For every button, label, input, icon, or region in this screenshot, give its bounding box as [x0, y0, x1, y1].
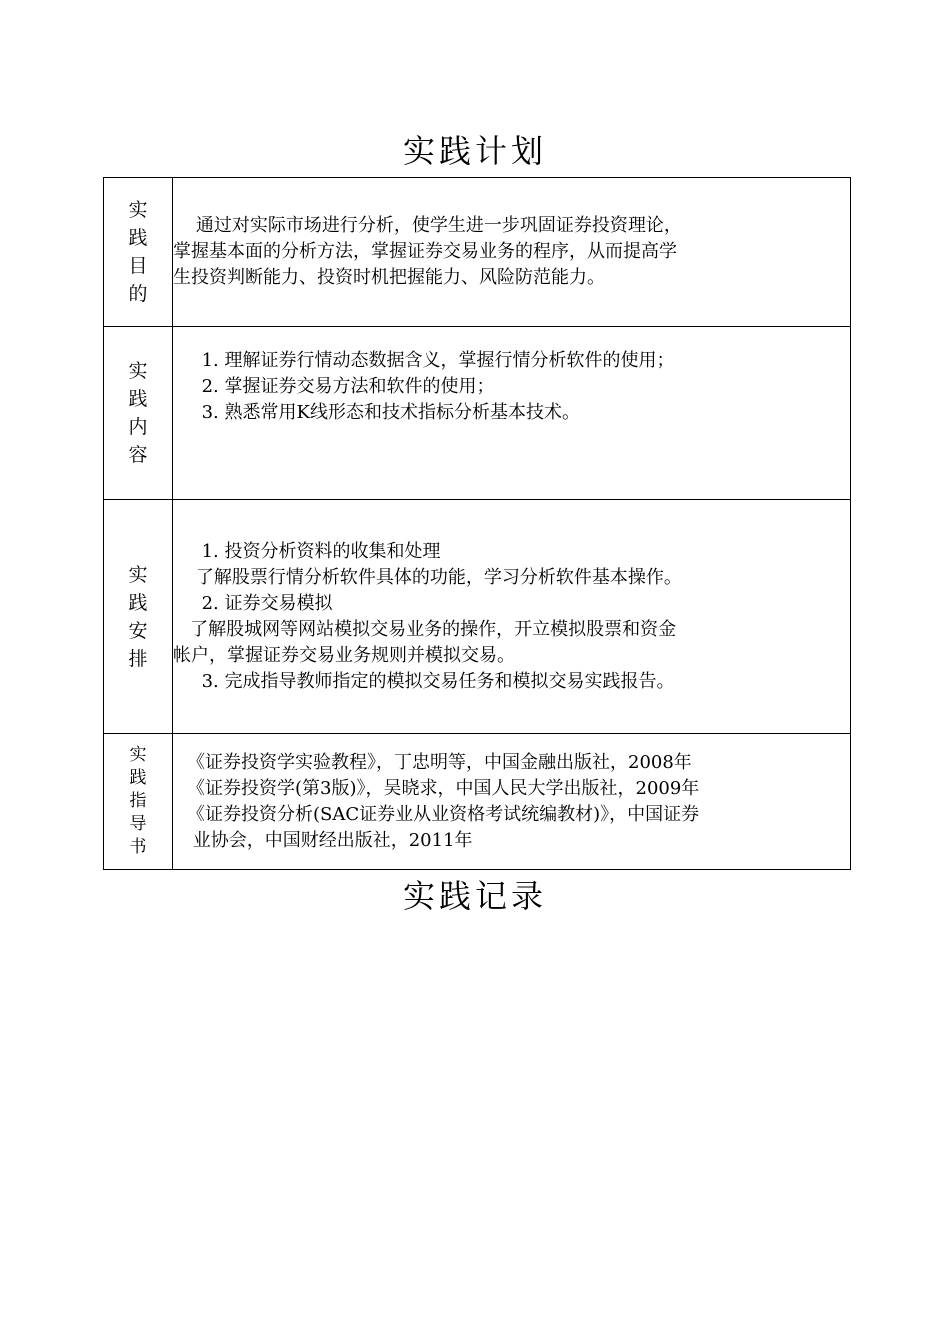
- text-line: 业协会，中国财经出版社，2011年: [187, 829, 473, 851]
- label-char: 内: [128, 416, 148, 438]
- label-purpose: [104, 178, 173, 327]
- text-line: 《证券投资学(第3版)》，吴晓求，中国人民大学出版社，2009年: [187, 777, 700, 799]
- label-char: 践: [129, 768, 147, 788]
- text-line: 《证券投资分析(SAC证券业从业资格考试统编教材)》，中国证券: [187, 803, 700, 825]
- label-char: 践: [128, 591, 148, 614]
- label-arrangement: [104, 500, 173, 734]
- row-content: [104, 327, 851, 500]
- label-char: 指: [129, 791, 147, 811]
- text-line: 2. 证券交易模拟: [173, 592, 333, 614]
- label-char: 实: [129, 745, 147, 765]
- row-books: [104, 734, 851, 870]
- row-arrangement: [104, 500, 851, 734]
- plan-table: [103, 177, 851, 870]
- text-line: 了解股票行情分析软件具体的功能，学习分析软件基本操作。: [173, 566, 682, 588]
- content-purpose: [173, 178, 851, 327]
- text-line: 1. 投资分析资料的收集和处理: [173, 540, 441, 562]
- label-char: 实: [128, 199, 148, 221]
- content-arrangement: [173, 500, 851, 734]
- label-char: 践: [128, 227, 148, 249]
- label-char: 实: [128, 563, 148, 586]
- label-char: 书: [129, 837, 147, 857]
- label-char: 导: [129, 814, 147, 834]
- text-line: 3. 完成指导教师指定的模拟交易任务和模拟交易实践报告。: [173, 670, 675, 692]
- text-line: 通过对实际市场进行分析，使学生进一步巩固证券投资理论，: [173, 215, 682, 236]
- record-title: 实践记录: [402, 877, 547, 915]
- text-line: 3. 熟悉常用K线形态和技术指标分析基本技术。: [173, 402, 580, 423]
- label-char: 践: [128, 388, 148, 410]
- row-purpose: [104, 178, 851, 327]
- label-char: 目: [128, 255, 148, 277]
- label-content: [104, 327, 173, 500]
- label-books: [104, 734, 173, 870]
- content-books: [173, 734, 851, 870]
- text-line: 掌握基本面的分析方法，掌握证券交易业务的程序，从而提高学: [173, 241, 677, 262]
- text-line: 了解股城网等网站模拟交易业务的操作，开立模拟股票和资金: [173, 618, 677, 640]
- label-char: 安: [128, 619, 148, 642]
- plan-title: 实践计划: [402, 132, 547, 170]
- text-line: 1. 理解证券行情动态数据含义，掌握行情分析软件的使用；: [173, 350, 675, 371]
- label-char: 的: [128, 283, 148, 305]
- label-char: 排: [128, 647, 148, 670]
- content-content: [173, 327, 851, 500]
- text-line: 生投资判断能力、投资时机把握能力、风险防范能力。: [173, 267, 605, 288]
- text-line: 2. 掌握证券交易方法和软件的使用；: [173, 376, 495, 397]
- label-char: 实: [128, 360, 148, 382]
- text-line: 帐户，掌握证券交易业务规则并模拟交易。: [173, 644, 515, 666]
- text-line: 《证券投资学实验教程》，丁忠明等，中国金融出版社，2008年: [187, 751, 692, 773]
- label-char: 容: [128, 444, 148, 466]
